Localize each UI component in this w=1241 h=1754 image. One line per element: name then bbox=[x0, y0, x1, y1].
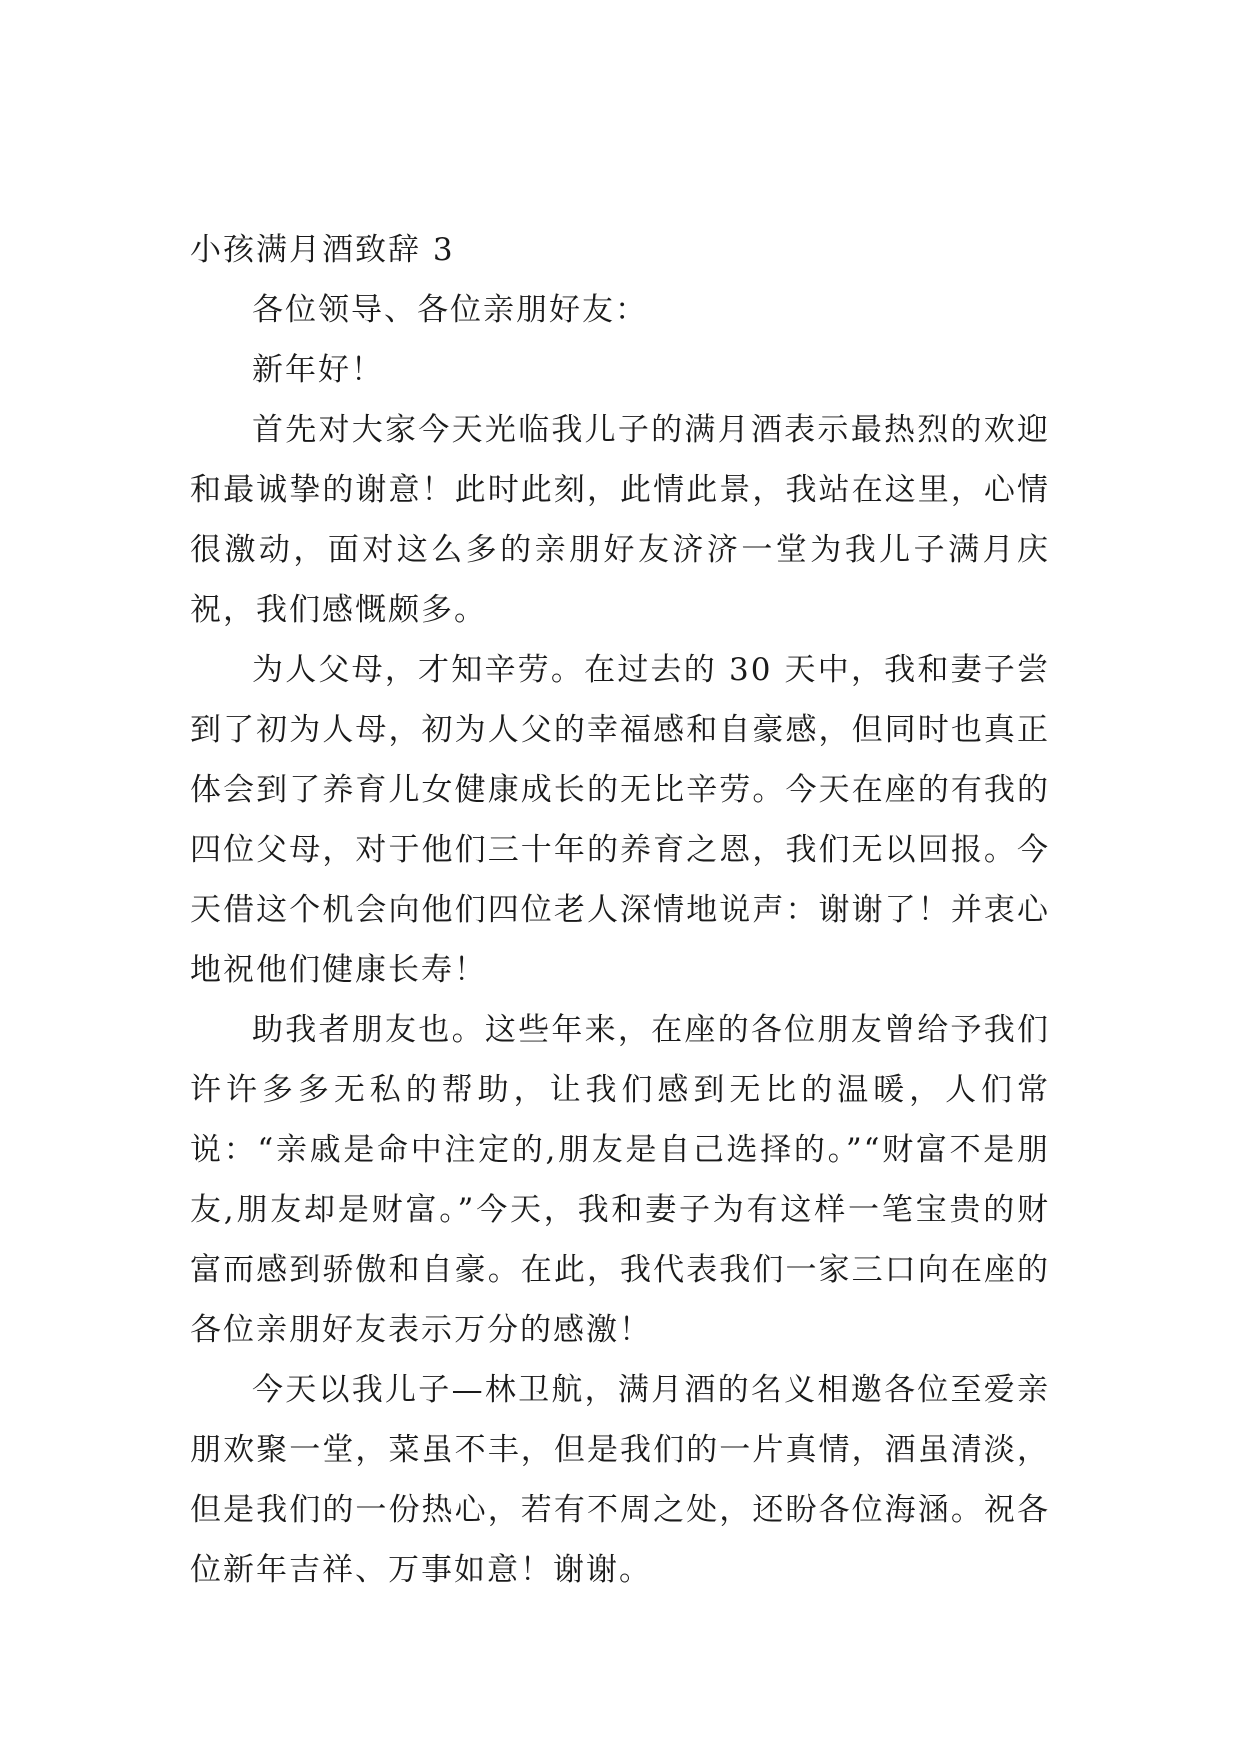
document-body bbox=[190, 220, 1050, 1600]
document-title: 小孩满月酒致辞 3 bbox=[190, 232, 455, 268]
welcome-paragraph: 首先对大家今天光临我儿子的满月酒表示最热烈的欢迎和最诚挚的谢意！此时此刻，此情此景，我站在这里，心情很激动，面对这么多的亲朋好友济济一堂为我儿子满月庆祝，我们感慨颇多。 bbox=[190, 412, 1050, 628]
closing-paragraph: 今天以我儿子—林卫航，满月酒的名义相邀各位至爱亲朋欢聚一堂，菜虽不丰，但是我们的一片真情，酒虽清淡，但是我们的一份热心，若有不周之处，还盼各位海涵。祝各位新年吉祥、万事如意！谢谢。 bbox=[190, 1372, 1050, 1588]
greeting-paragraph: 新年好！ bbox=[252, 352, 384, 388]
parents-paragraph: 为人父母，才知辛劳。在过去的 30 天中，我和妻子尝到了初为人母，初为人父的幸福感和自豪感，但同时也真正体会到了养育儿女健康成长的无比辛劳。今天在座的有我的四位父母，对于他们三十年的养育之恩，我们无以回报。今天借这个机会向他们四位老人深情地说声：谢谢了！并衷心地祝他们健康长寿！ bbox=[190, 652, 1050, 988]
salutation-paragraph: 各位领导、各位亲朋好友： bbox=[252, 292, 648, 328]
friends-paragraph: 助我者朋友也。这些年来，在座的各位朋友曾给予我们许许多多无私的帮助，让我们感到无比的温暖，人们常说：“亲戚是命中注定的,朋友是自己选择的。”“财富不是朋友,朋友却是财富。”今天，我和妻子为有这样一笔宝贵的财富而感到骄傲和自豪。在此，我代表我们一家三口向在座的各位亲朋好友表示万分的感激！ bbox=[190, 1012, 1050, 1348]
